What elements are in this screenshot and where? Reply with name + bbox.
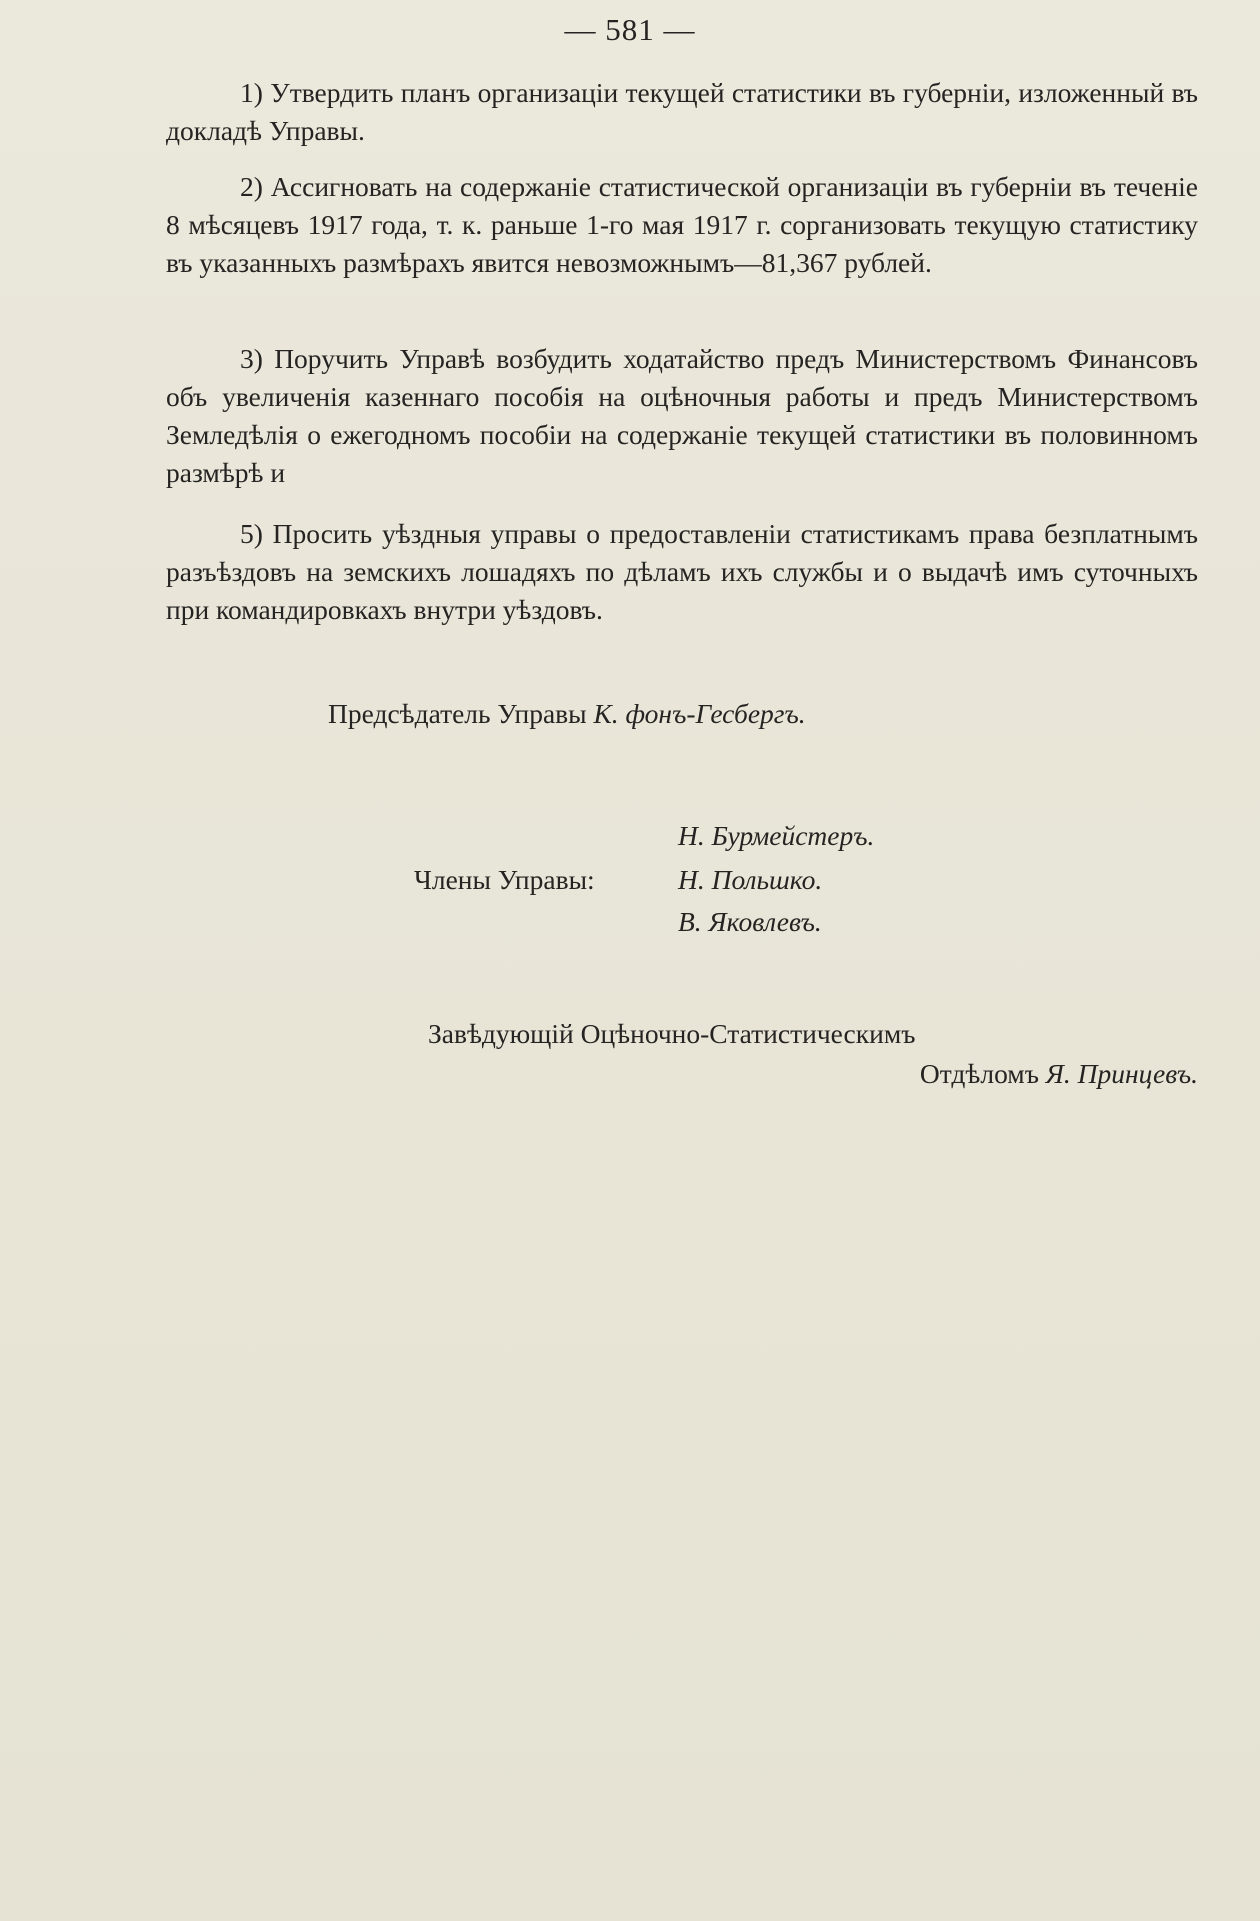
resolution-item-3 [166, 340, 1198, 492]
chairman-signature-line [328, 696, 806, 732]
paragraph-text: 3) Поручить Управѣ возбудить ходатайство предъ Министерствомъ Финансовъ объ увеличенiя казеннаго пособiя на оцѣночныя работы и предъ Министерствомъ Земледѣлiя о ежегодномъ пособiи на содержанiе текущей статистики въ половинномъ размѣрѣ и [166, 343, 1198, 488]
members-label: Члены Управы: [414, 864, 595, 895]
chairman-title: Предсѣдатель Управы [328, 698, 587, 729]
member-name-1: Н. Бурмейстеръ. [678, 820, 875, 851]
department-head-signature-line [920, 1056, 1198, 1092]
paragraph-text: 2) Ассигновать на содержанiе статистической организацiи въ губернiи въ теченiе 8 мѣсяцевъ 1917 года, т. к. раньше 1-го мая 1917 г. сорганизовать текущую статистику въ указанныхъ размѣрахъ явится невозможнымъ—81,367 рублей. [166, 171, 1198, 278]
department-head-title-cont: Отдѣломъ [919, 1058, 1039, 1089]
page-number: — 581 — [564, 12, 696, 47]
paragraph-text: 5) Просить уѣздныя управы о предоставленiи статистикамъ права безплатнымъ разъѣздовъ на земскихъ лошадяхъ по дѣламъ ихъ службы и о выдачѣ имъ суточныхъ при командировкахъ внутри уѣздовъ. [166, 518, 1198, 625]
resolution-item-1 [166, 74, 1198, 150]
paragraph-text: 1) Утвердить планъ организацiи текущей статистики въ губернiи, изложенный въ докладѣ Управы. [166, 77, 1198, 146]
resolution-item-5 [166, 515, 1198, 629]
department-head-title: Завѣдующiй Оцѣночно-Статистическимъ [428, 1018, 916, 1049]
member-name-3: В. Яковлевъ. [678, 906, 822, 937]
chairman-name: К. фонъ-Гесбергъ. [593, 698, 806, 729]
department-head-name: Я. Принцевъ. [1045, 1058, 1198, 1089]
resolution-item-2 [166, 168, 1198, 282]
member-name-2: Н. Польшко. [678, 864, 823, 895]
